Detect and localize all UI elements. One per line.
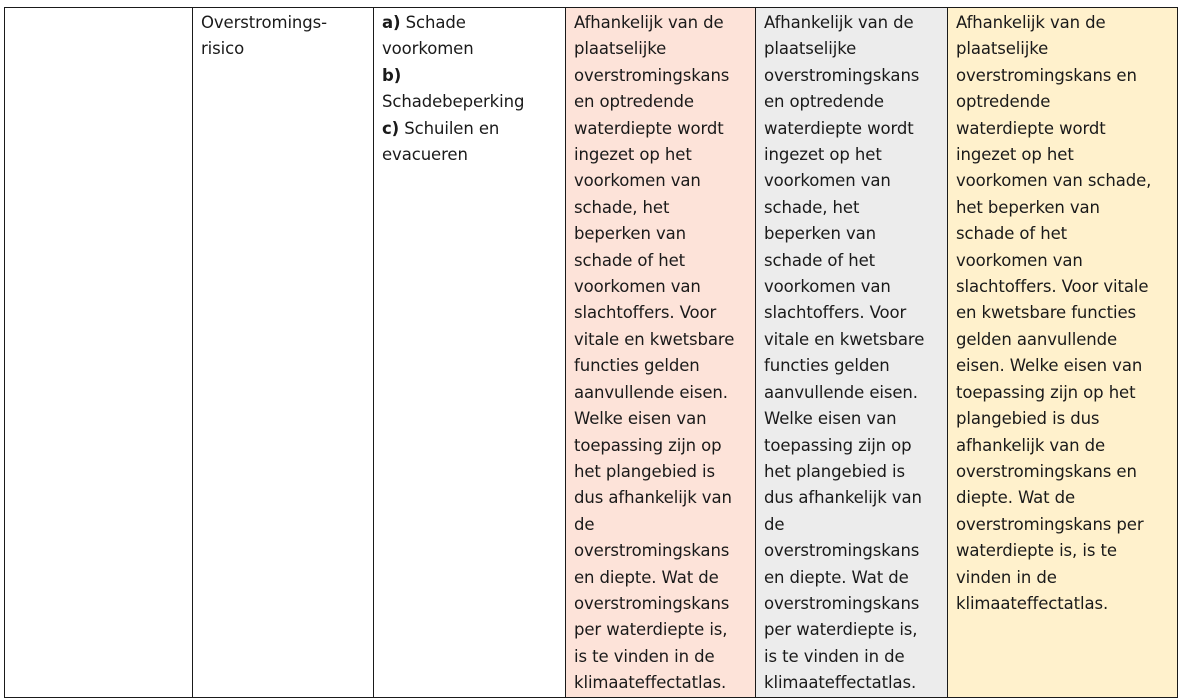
measure-c-text: Schuilen en: [404, 118, 500, 138]
topic-line: Overstromings-: [201, 13, 328, 32]
measure-c-label: c): [382, 118, 400, 138]
description-line: is te vinden in de: [764, 646, 905, 666]
measure-c: [382, 116, 561, 142]
measure-c-text-cont: evacueren: [382, 145, 468, 165]
description-line: toepassing zijn op het: [956, 382, 1136, 402]
table-row: [5, 8, 1178, 698]
description-line: optredende: [956, 92, 1051, 112]
description-line: dus afhankelijk van: [764, 488, 922, 508]
description-line: diepte. Wat de: [956, 488, 1076, 508]
description-line: plaatselijke: [956, 39, 1049, 59]
description-line: aanvullende eisen.: [764, 382, 918, 402]
description-line: waterdiepte wordt: [764, 118, 914, 138]
measure-b-text: Schadebeperking: [382, 92, 525, 112]
description-line: voorkomen van: [764, 171, 891, 191]
description-line: ingezet op het: [956, 145, 1074, 165]
description-line: overstromingskans: [574, 65, 730, 85]
description-line: schade, het: [764, 197, 860, 217]
description-line: klimaateffectatlas.: [764, 673, 917, 693]
description-line: vitale en kwetsbare: [764, 329, 925, 349]
description-line: Welke eisen van: [574, 409, 707, 429]
description-line: is te vinden in de: [574, 646, 715, 666]
measure-a: [382, 10, 561, 36]
description-line: klimaateffectatlas.: [574, 673, 727, 693]
topic-line: risico: [201, 39, 245, 59]
description-line: voorkomen van: [574, 277, 701, 297]
description-line: en optredende: [574, 92, 694, 112]
description-line: dus afhankelijk van: [574, 488, 732, 508]
risk-cell-red: [566, 8, 756, 698]
description-line: schade of het: [574, 250, 686, 270]
description-line: overstromingskans: [764, 593, 920, 613]
measure-a-text: Schade: [405, 13, 466, 32]
description-line: waterdiepte wordt: [956, 118, 1106, 138]
description-line: voorkomen van: [574, 171, 701, 191]
description-line: toepassing zijn op: [574, 435, 722, 455]
description-line: afhankelijk van de: [956, 435, 1106, 455]
description-line: het plangebied is: [764, 461, 905, 481]
description-line: Welke eisen van: [764, 409, 897, 429]
description-line: plaatselijke: [764, 39, 857, 59]
measure-b-label: b): [382, 65, 402, 85]
description-line: waterdiepte is, is te: [956, 541, 1117, 561]
description-line: aanvullende eisen.: [574, 382, 728, 402]
description-line: voorkomen van: [764, 277, 891, 297]
description-line: slachtoffers. Voor: [574, 303, 717, 323]
description-line: plangebied is dus: [956, 409, 1100, 429]
description-line: voorkomen van schade,: [956, 171, 1152, 191]
risk-cell-grey: [756, 8, 948, 698]
description-line: overstromingskans en: [956, 461, 1137, 481]
requirements-table: [4, 7, 1178, 698]
empty-cell: [5, 8, 193, 698]
description-line: waterdiepte wordt: [574, 118, 724, 138]
description-line: en diepte. Wat de: [764, 567, 909, 587]
topic-cell: [193, 8, 374, 698]
description-line: per waterdiepte is,: [764, 620, 918, 640]
measure-b-label-line: [382, 63, 561, 89]
description-line: klimaateffectatlas.: [956, 593, 1109, 613]
risk-cell-yellow: [948, 8, 1178, 698]
description-line: vitale en kwetsbare: [574, 329, 735, 349]
description-line: de: [764, 514, 785, 534]
description-line: en diepte. Wat de: [574, 567, 719, 587]
description-line: ingezet op het: [764, 145, 882, 165]
description-line: beperken van: [764, 224, 876, 244]
description-line: overstromingskans: [764, 541, 920, 561]
description-line: slachtoffers. Voor: [764, 303, 907, 323]
description-line: Afhankelijk van de: [956, 13, 1106, 32]
description-line: de: [574, 514, 595, 534]
description-line: overstromingskans en: [956, 65, 1137, 85]
description-line: plaatselijke: [574, 39, 667, 59]
description-line: gelden aanvullende: [956, 329, 1118, 349]
description-line: ingezet op het: [574, 145, 692, 165]
description-line: toepassing zijn op: [764, 435, 912, 455]
measure-a-text-cont: voorkomen: [382, 39, 474, 59]
description-line: per waterdiepte is,: [574, 620, 728, 640]
description-line: het plangebied is: [574, 461, 715, 481]
measure-a-label: a): [382, 13, 401, 32]
description-line: het beperken van: [956, 197, 1100, 217]
description-line: voorkomen van: [956, 250, 1083, 270]
description-line: en kwetsbare functies: [956, 303, 1137, 323]
description-line: en optredende: [764, 92, 884, 112]
description-line: Afhankelijk van de: [574, 13, 724, 32]
description-line: eisen. Welke eisen van: [956, 356, 1143, 376]
description-line: slachtoffers. Voor vitale: [956, 277, 1149, 297]
description-line: overstromingskans: [574, 593, 730, 613]
description-line: overstromingskans: [764, 65, 920, 85]
description-line: overstromingskans per: [956, 514, 1144, 534]
description-line: beperken van: [574, 224, 686, 244]
measures-cell: [374, 8, 566, 698]
description-line: functies gelden: [574, 356, 700, 376]
description-line: vinden in de: [956, 567, 1057, 587]
description-line: schade of het: [764, 250, 876, 270]
description-line: Afhankelijk van de: [764, 13, 914, 32]
description-line: schade, het: [574, 197, 670, 217]
description-line: functies gelden: [764, 356, 890, 376]
description-line: overstromingskans: [574, 541, 730, 561]
description-line: schade of het: [956, 224, 1068, 244]
